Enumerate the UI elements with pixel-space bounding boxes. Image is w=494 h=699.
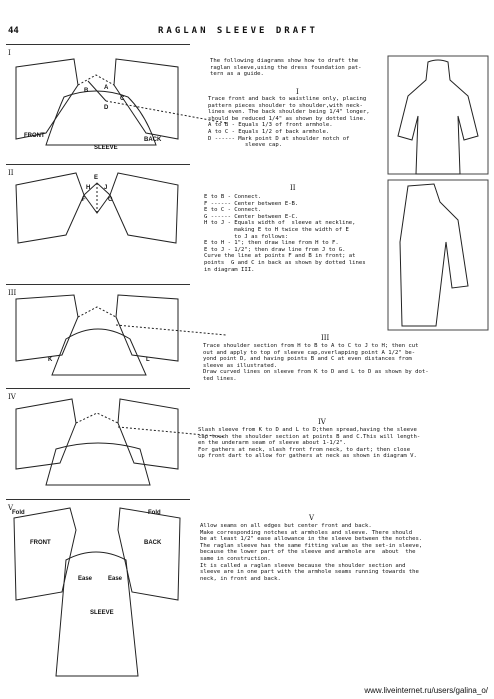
point-a-label: A <box>104 85 109 91</box>
section-numeral: V <box>309 514 315 522</box>
page-title: RAGLAN SLEEVE DRAFT <box>158 26 318 36</box>
section-numeral: III <box>321 334 330 342</box>
diagram-column <box>6 44 190 684</box>
fold-label: Fold <box>12 510 25 516</box>
panel-numeral: I <box>8 49 11 57</box>
sleeve-label: SLEEVE <box>90 610 114 616</box>
section-numeral: I <box>296 88 299 96</box>
section-numeral: II <box>290 184 296 192</box>
diagram-panel-3 <box>6 284 190 385</box>
back-label: BACK <box>144 137 162 143</box>
front-label: FRONT <box>30 540 51 546</box>
diagram-2-svg <box>6 165 190 283</box>
footer-url: www.liveinternet.ru/users/galina_o/ <box>364 686 488 695</box>
diagram-panel-5 <box>6 499 190 685</box>
panel-numeral: V <box>8 504 14 512</box>
point-l-label: L <box>146 357 150 363</box>
front-label: FRONT <box>24 133 45 139</box>
diagram-5-svg <box>6 500 190 685</box>
point-f-label: F <box>82 197 86 203</box>
point-c-label: C <box>120 96 125 102</box>
section-5-text: Allow seams on all edges but center front and back. Make corresponding notches at armholes and sleeve. There should be at least 1/2" ease allowance in the sleeve between the notches. The raglan sleeve has the same fitting value as the set-in sleeve, because the lower part of the sleeve and armhole are about the same in construction. It is called a raglan sleeve because the shoulder section and sleeve are in one part with the armhole seams running towards the neck, in front and back. <box>200 523 423 582</box>
point-b-label: B <box>84 88 89 94</box>
point-d-label: D <box>104 105 109 111</box>
section-1-text: Trace front and back to waistline only, placing pattern pieces shoulder to shoulder,with neck- lines even. The back shoulder being 1/4" longer, should be reduced 1/4" as shown by dotted line. A to B - Equals 1/3 of front armhole. A to C - Equals 1/2 of back armhole. D ------ Mark point D at shoulder notch of sleeve cap. <box>208 96 370 149</box>
panel-numeral: IV <box>8 393 16 401</box>
section-numeral: IV <box>318 418 326 426</box>
page-number: 44 <box>8 26 19 36</box>
diagram-panel-4 <box>6 388 190 497</box>
panel-numeral: III <box>8 289 17 297</box>
point-g-label: G <box>108 197 113 203</box>
point-e-label: E <box>94 175 99 181</box>
dress-sketches <box>388 56 488 336</box>
section-2-text: E to B - Connect. F ------ Center between E-B. E to C - Connect. G ------ Center between E-C. H to J - Equals width of sleeve at neckline, making E to H twice the width of E to J as follows: E to H - 1"; then draw line from H to F. E to J - 1/2"; then draw line from J to G. Curve the line at points F and B in front; at points G and C in back as shown by dotted lines in diagram III. <box>204 194 366 273</box>
sleeve-label: SLEEVE <box>94 145 118 151</box>
point-h-label: H <box>86 185 91 191</box>
ease-label: Ease <box>78 576 93 582</box>
section-3-text: Trace shoulder section from H to B to A to C to J to H; then cut out and apply to top of sleeve cap,overlapping point A 1/2" be- yond point D, and having points B and C at even distances from sleeve as illustrated. Draw curved lines on sleeve from K to D and L to D as shown by dot- ted lines. <box>203 343 429 382</box>
fold-label: Fold <box>148 510 161 516</box>
ease-label: Ease <box>108 576 123 582</box>
point-j-label: J <box>104 185 108 191</box>
diagram-panel-1 <box>6 44 190 162</box>
point-k-label: K <box>48 357 53 363</box>
diagram-3-svg <box>6 285 190 385</box>
panel-numeral: II <box>8 169 14 177</box>
diagram-4-svg <box>6 389 190 497</box>
back-label: BACK <box>144 540 162 546</box>
intro-text: The following diagrams show how to draft the raglan sleeve,using the dress foundation pat- tern as a guide. <box>210 58 362 78</box>
diagram-panel-2 <box>6 164 190 283</box>
section-4-text: Slash sleeve from K to D and L to D;then spread,having the sleeve cap touch the shoulder section at points B and C.This will length- en the underarm seam of sleeve about 1-1/2". For gathers at neck, slash front from neck, to dart; then close up front dart to allow for gathers at neck as shown in diagram V. <box>198 427 421 460</box>
